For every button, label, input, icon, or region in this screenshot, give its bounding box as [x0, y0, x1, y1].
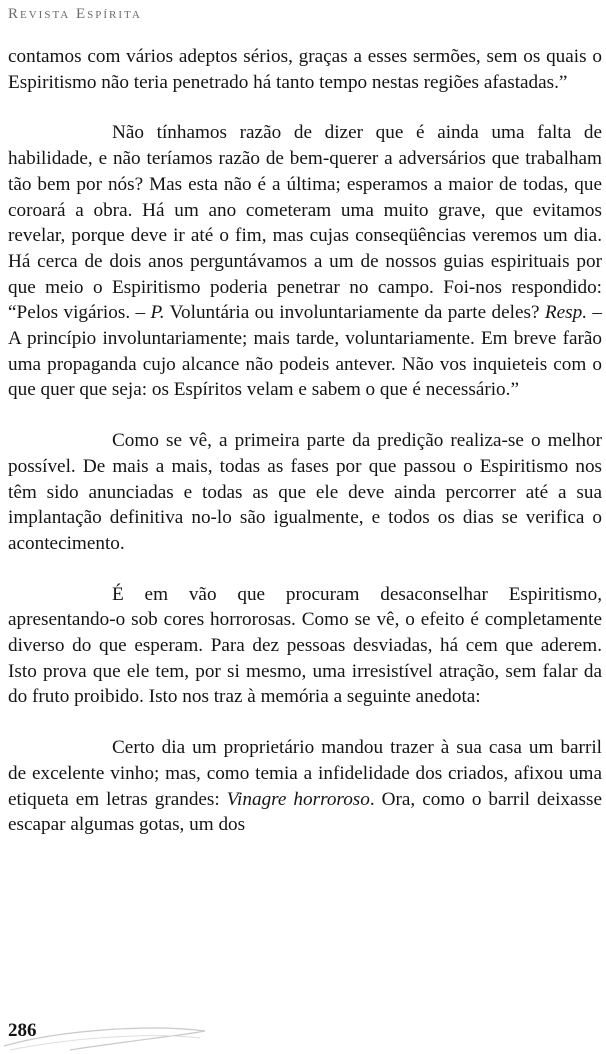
paragraph: É em vão que procuram desaconselhar Espiritismo, apresentando-o sob cores horrorosas. Como se vê, o efeito é completamente diverso do que esperam. Para dez pessoas desviadas, há cem que aderem. Isto prova que ele tem, por si mesmo, uma irresistível atração, sem falar da do fruto proibido. Isto nos traz à memória a seguinte anedota: [8, 583, 602, 708]
paragraph [8, 120, 602, 403]
paragraph-text: Certo dia um proprietário mandou trazer à sua casa um barril de excelente vinho; mas, como temia a infidelidade dos criados, afixou uma etiqueta em letras grandes: [8, 737, 602, 810]
paragraph-text: Voluntária ou involuntariamente da parte deles? [164, 302, 545, 324]
page-footer [0, 1016, 606, 1054]
italic-abbreviation: Resp. [544, 302, 587, 324]
page-number: 286 [8, 1020, 37, 1041]
italic-abbreviation: P. [150, 302, 165, 324]
paragraph-text: – A princípio involuntariamente; mais tarde, voluntariamente. Em breve farão uma propaganda cujo alcance não podeis antever. Não vos inquieteis com o que quer que seja: os Espíritos velam e sabem o que é necessário.” [8, 302, 603, 401]
running-header: Revista Espírita [8, 6, 142, 22]
paragraph-text: . Ora, como o barril deixasse escapar algumas gotas, um dos [8, 788, 602, 836]
italic-label: Vinagre horroroso [226, 788, 370, 810]
paragraph: contamos com vários adeptos sérios, graças a esses sermões, sem os quais o Espiritismo não teria penetrado há tanto tempo nestas regiões afastadas.” [8, 46, 602, 93]
page-body [8, 44, 602, 838]
paragraph: Como se vê, a primeira parte da predição realiza-se o melhor possível. De mais a mais, todas as fases por que passou o Espiritismo nos têm sido anunciadas e todas as que ele deve ainda percorrer até a sua implantação definitiva no-lo são igualmente, e todos os dias se verifica o acontecimento. [8, 430, 602, 554]
paragraph-text: Não tínhamos razão de dizer que é ainda uma falta de habilidade, e não teríamos razão de bem-querer a adversários que trabalham tão bem por nós? Mas esta não é a última; esperamos a maior de todas, que coroará a obra. Há um ano cometeram uma muito grave, que evitamos revelar, porque deve ir até o fim, mas cujas conseqüências veremos um dia. Há cerca de dois anos perguntávamos a um de nossos guias espirituais por que meio o Espiritismo poderia penetrar no campo. Foi-nos respondido: “Pelos vigários. – [8, 122, 602, 324]
paragraph [8, 735, 602, 838]
